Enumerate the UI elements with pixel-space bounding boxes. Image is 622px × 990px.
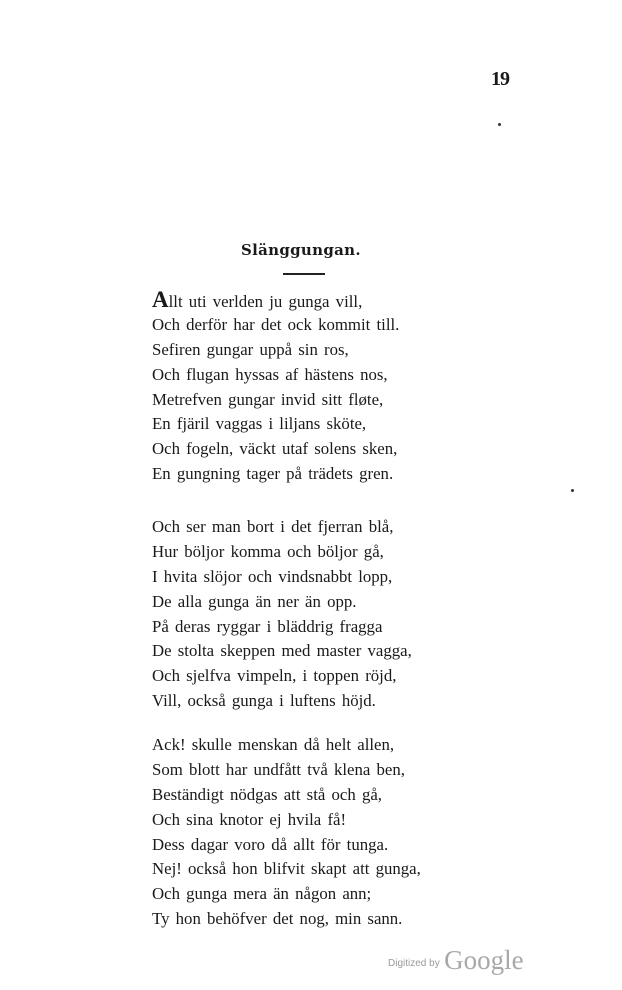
watermark-brand: Google [444, 945, 524, 975]
verse-line: I hvita slöjor och vindsnabbt lopp, [152, 566, 393, 586]
verse-line: De alla gunga än ner än opp. [152, 591, 357, 611]
verse-line: En gungning tager på trädets gren. [152, 464, 394, 484]
speck [498, 123, 501, 126]
verse-line: Och sina knotor ej hvila få! [152, 809, 347, 829]
stanza-3 [152, 733, 421, 932]
verse-line: Dess dagar voro då allt för tunga. [152, 834, 389, 854]
verse-line: Hur böljor komma och böljor gå, [152, 541, 384, 561]
verse-line [152, 288, 399, 313]
digitized-watermark [388, 945, 524, 976]
verse-text: llt uti verlden ju gunga vill, [168, 292, 363, 311]
verse-line: Som blott har undfått två klena ben, [152, 759, 405, 779]
verse-line: Nej! också hon blifvit skapt att gunga, [152, 859, 421, 879]
verse-line: Och derför har det ock kommit till. [152, 314, 400, 334]
verse-line: Ty hon behöfver det nog, min sann. [152, 909, 403, 929]
verse-line: Och sjelfva vimpeln, i toppen röjd, [152, 666, 397, 686]
verse-line: Beständigt nödgas att stå och gå, [152, 784, 382, 804]
verse-line: Och flugan hyssas af hästens nos, [152, 364, 388, 384]
verse-line: Metrefven gungar invid sitt fløte, [152, 389, 384, 409]
verse-line: Vill, också gunga i luftens höjd. [152, 691, 376, 711]
verse-line: En fjäril vaggas i liljans sköte, [152, 414, 367, 434]
speck [571, 489, 574, 492]
verse-line: De stolta skeppen med master vagga, [152, 641, 412, 661]
verse-line: Och gunga mera än någon ann; [152, 884, 372, 904]
verse-line: Sefiren gungar uppå sin ros, [152, 339, 349, 359]
verse-line: Ack! skulle menskan då helt allen, [152, 735, 395, 754]
poem-title: Slänggungan. [241, 241, 361, 259]
verse-line: Och ser man bort i det fjerran blå, [152, 517, 394, 536]
title-rule [283, 273, 325, 275]
watermark-prefix: Digitized by [388, 958, 440, 969]
drop-cap: A [152, 287, 169, 312]
page-number: 19 [491, 68, 509, 90]
verse-line: Och fogeln, väckt utaf solens sken, [152, 439, 398, 459]
stanza-1 [152, 288, 399, 487]
stanza-2 [152, 515, 412, 714]
verse-line: På deras ryggar i bläddrig fragga [152, 616, 383, 636]
